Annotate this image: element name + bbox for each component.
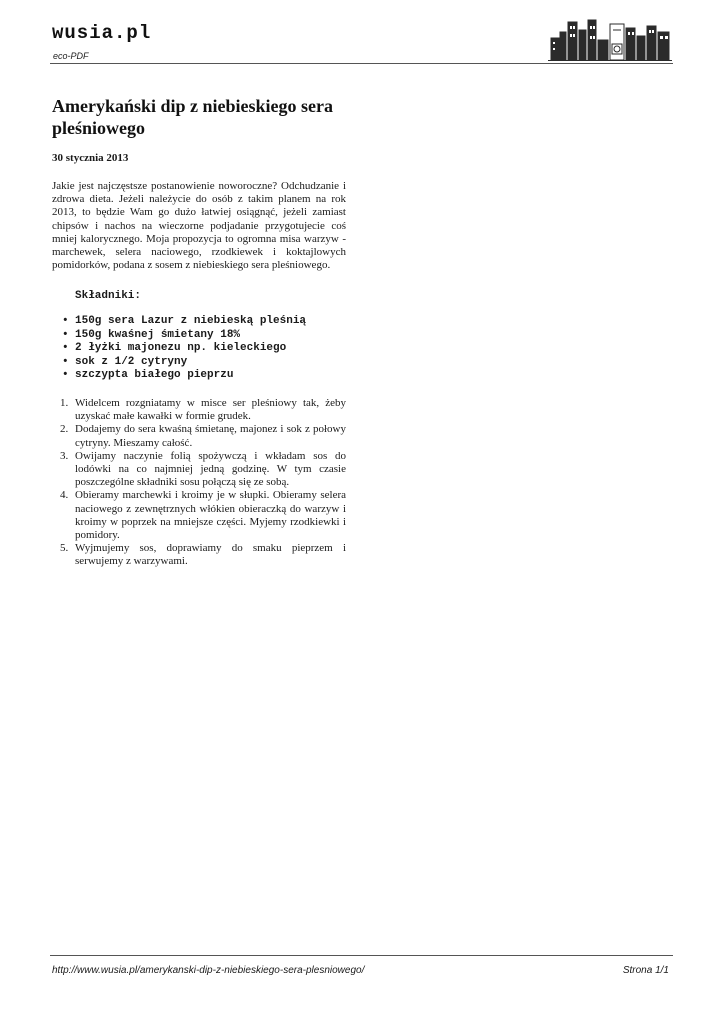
step-text: Dodajemy do sera kwaśną śmietanę, majonez i sok z połowy cytryny. Mieszamy całość.	[75, 423, 346, 449]
ingredient-text: sok z 1/2 cytryny	[75, 355, 188, 368]
article-intro: Jakie jest najczęstsze postanowienie noworoczne? Odchudzanie i zdrowa dieta. Jeżeli należycie do osób z takim planem na rok 2013, to będzie Wam go dużo łatwiej osiągnąć, jeżeli zamiast chipsów i nachos na wieczorne podjadanie przygotujecie coś mniej kalorycznego. Moja propozycja to ogromna misa warzyw - marchewek, selera naciowego, rzodkiewek i koktajlowych pomidorków, podana z sosem z niebieskiego sera pleśniowego.	[52, 180, 346, 272]
step-text: Obieramy marchewki i kroimy je w słupki. Obieramy selera naciowego z zewnętrznych włókien obieraczką do warzyw i kroimy w poprzek na mniejsze części. Myjemy rzodkiewki i pomidory.	[75, 489, 346, 542]
step-number: 5.	[60, 542, 69, 555]
source-url: http://www.wusia.pl/amerykanski-dip-z-niebieskiego-sera-plesniowego/	[52, 965, 365, 976]
list-item	[60, 356, 306, 370]
list-item	[60, 329, 306, 343]
ingredient-text: szczypta białego pieprzu	[75, 369, 234, 382]
step-text: Widelcem rozgniatamy w misce ser pleśniowy tak, żeby uzyskać małe kawałki w formie grudek.	[75, 397, 346, 423]
list-item	[52, 423, 346, 449]
list-item	[52, 397, 346, 423]
bullet-icon: •	[62, 369, 69, 382]
bullet-icon: •	[62, 328, 69, 341]
list-item	[60, 369, 306, 383]
ingredient-text: 2 łyżki majonezu np. kieleckiego	[75, 342, 287, 355]
header-divider	[50, 63, 673, 64]
list-item	[52, 542, 346, 568]
list-item	[52, 489, 346, 542]
steps-list	[52, 397, 346, 569]
step-text: Owijamy naczynie folią spożywczą i wkładam sos do lodówki na co najmniej jedną godzinę. W tym czasie poszczególne składniki sosu połączą się ze sobą.	[75, 449, 346, 489]
ingredients-list	[60, 315, 306, 383]
page-number: Strona 1/1	[622, 965, 669, 976]
ingredients-heading: Składniki:	[75, 290, 142, 302]
bullet-icon: •	[62, 315, 69, 327]
site-subtitle: eco-PDF	[53, 51, 89, 61]
step-number: 1.	[60, 397, 69, 409]
ingredient-text: 150g kwaśnej śmietany 18%	[75, 328, 241, 341]
bullet-icon: •	[62, 355, 69, 368]
step-number: 3.	[60, 449, 69, 462]
article-date: 30 stycznia 2013	[52, 152, 129, 164]
article-title: Amerykański dip z niebieskiego sera pleśniowego	[52, 96, 334, 138]
bullet-icon: •	[62, 342, 69, 355]
footer-divider	[50, 955, 673, 956]
list-item	[60, 342, 306, 356]
city-skyline-icon	[548, 18, 672, 62]
list-item	[52, 450, 346, 490]
step-text: Wyjmujemy sos, doprawiamy do smaku pieprzem i serwujemy z warzywami.	[75, 542, 346, 568]
ingredient-text: 150g sera Lazur z niebieską pleśnią	[75, 315, 307, 327]
list-item	[60, 315, 306, 329]
site-name: wusia.pl	[52, 22, 152, 44]
step-number: 2.	[60, 423, 69, 436]
step-number: 4.	[60, 489, 69, 502]
